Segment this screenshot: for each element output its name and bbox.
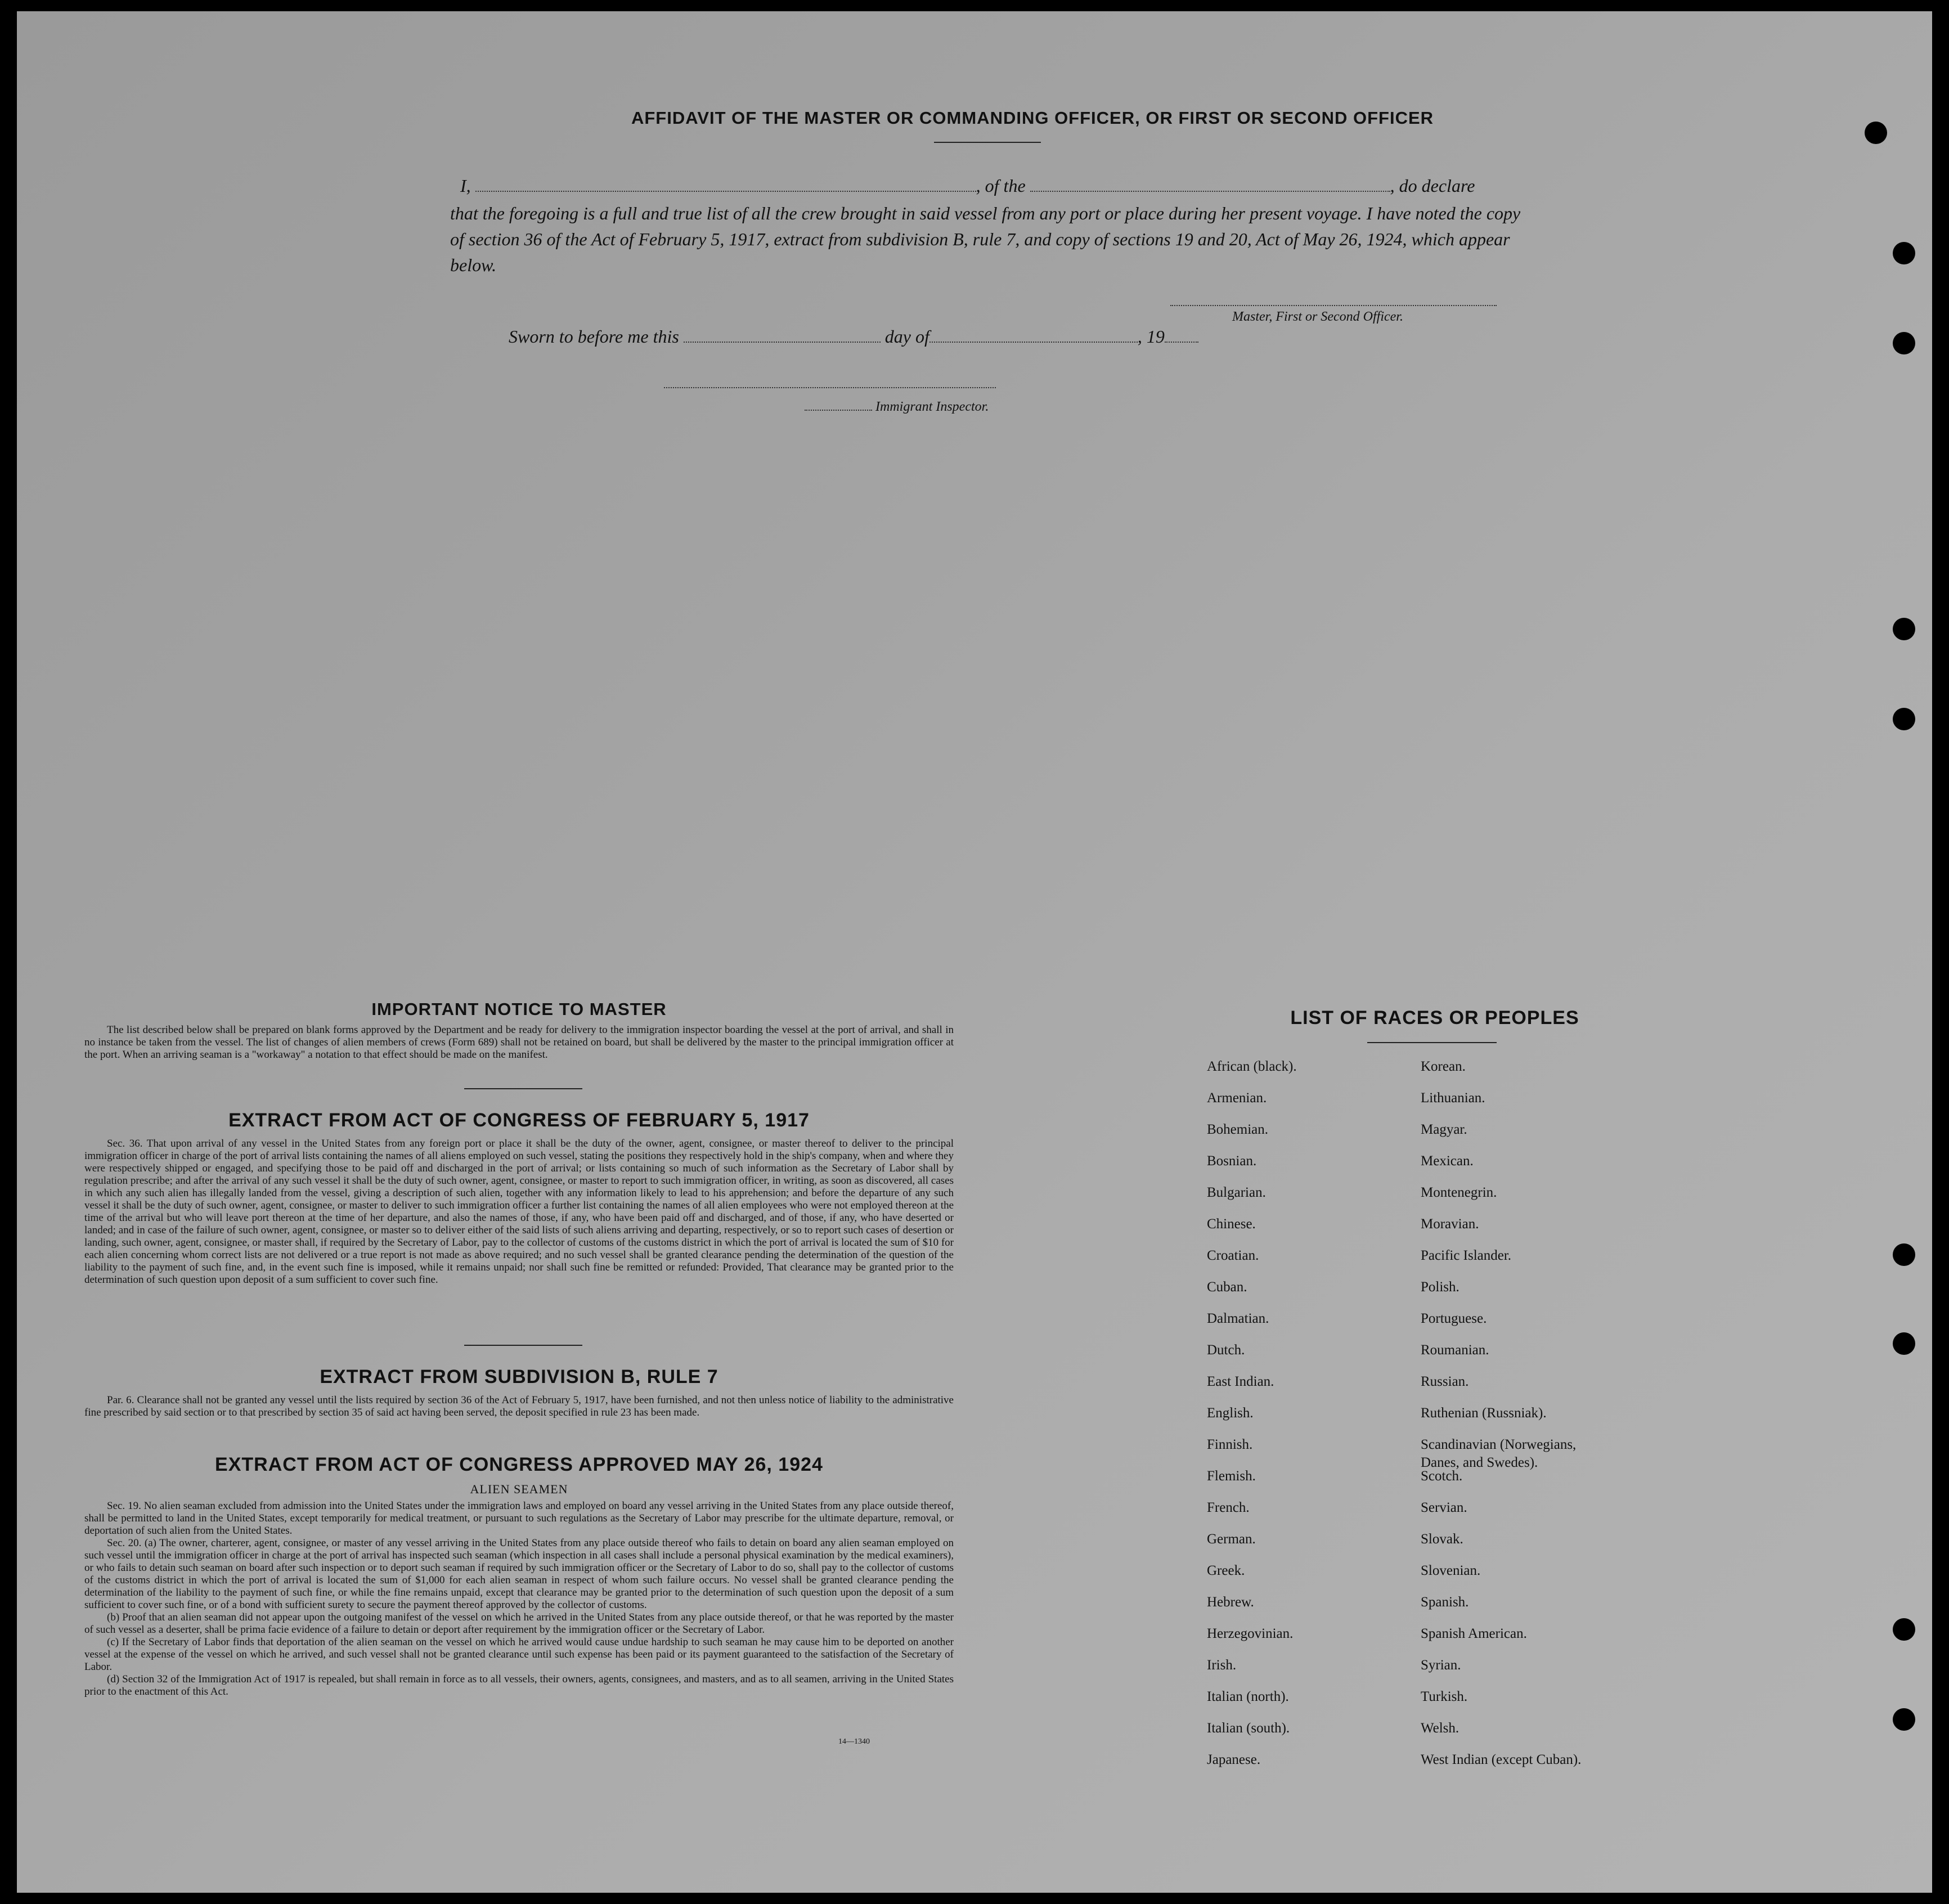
rule-7-text: Par. 6. Clearance shall not be granted any vessel until the lists required by section 36 of the Act of February 5, 1917, have been furnished, and not then unless notice of liability to the administrative fine prescribed by said section or to that prescribed by section 35 of said act having been served, the deposit specified in rule 23 has been made. bbox=[84, 1394, 954, 1418]
race-item: French. bbox=[1207, 1500, 1250, 1515]
extract-1917-title: EXTRACT FROM ACT OF CONGRESS OF FEBRUARY 5, 1917 bbox=[228, 1110, 810, 1131]
race-item: Scotch. bbox=[1421, 1469, 1463, 1484]
race-item: Polish. bbox=[1421, 1279, 1459, 1295]
race-item: Bosnian. bbox=[1207, 1153, 1257, 1169]
race-item: Pacific Islander. bbox=[1421, 1248, 1512, 1263]
notice-text: The list described below shall be prepared on blank forms approved by the Department and be ready for delivery to the immigration inspector boarding the vessel at the port of arrival, and shall in no instance be taken from the vessel. The list of changes of alien members of crews (Form 689) shall not be retained on board, but shall be delivered by the master to the principal immigration officer at the port. When an arriving seaman is a "workaway" a notation to that effect should be made on the manifest. bbox=[84, 1024, 954, 1061]
sworn-label: Sworn to before me this bbox=[509, 326, 679, 347]
binder-hole bbox=[1865, 122, 1887, 144]
race-item: Welsh. bbox=[1421, 1721, 1459, 1736]
sworn-line bbox=[509, 326, 1198, 347]
race-item: Italian (north). bbox=[1207, 1689, 1289, 1704]
declarant-label: I, bbox=[460, 176, 471, 196]
race-item: Magyar. bbox=[1421, 1122, 1467, 1137]
inspector-signature-line[interactable] bbox=[664, 387, 996, 388]
race-item: Spanish American. bbox=[1421, 1626, 1527, 1641]
race-item: German. bbox=[1207, 1532, 1256, 1547]
race-item: Cuban. bbox=[1207, 1279, 1247, 1295]
race-item: Scandinavian (Norwegians, bbox=[1421, 1437, 1577, 1452]
sworn-month-field[interactable] bbox=[929, 327, 1138, 343]
year-label: , 19 bbox=[1137, 326, 1165, 347]
declaration-line bbox=[460, 176, 1475, 196]
race-item: Syrian. bbox=[1421, 1658, 1461, 1673]
rule-7-title: EXTRACT FROM SUBDIVISION B, RULE 7 bbox=[320, 1366, 718, 1387]
declarant-name-field[interactable] bbox=[475, 176, 976, 192]
form-number: 14—1340 bbox=[838, 1737, 870, 1746]
binder-hole bbox=[1893, 1332, 1915, 1355]
race-item: Dutch. bbox=[1207, 1342, 1245, 1358]
do-declare-label: , do declare bbox=[1390, 176, 1475, 196]
race-item: Roumanian. bbox=[1421, 1342, 1489, 1358]
race-item: Greek. bbox=[1207, 1563, 1245, 1578]
section-rule bbox=[464, 1088, 582, 1089]
race-item: Bohemian. bbox=[1207, 1122, 1269, 1137]
extract-1917-text: Sec. 36. That upon arrival of any vessel in the United States from any foreign port or place it shall be the duty of the owner, agent, consignee, or master thereof to deliver to the principal immigration officer in charge of the port of arrival lists containing the names of all aliens employed on such vessel, stating the positions they respectively hold in the ship's company, when and where they were respectively shipped or engaged, and specifying those to be paid off and discharged in the port of arrival; or lists containing so much of such information as the Secretary of Labor shall by regulation prescribe; and after the arrival of any such vessel it shall be the duty of such owner, agent, consignee, or master to report to such immigration officer, in writing, as soon as discovered, all cases in which any such alien has illegally landed from the vessel, giving a description of such alien, together with any information likely to lead to his apprehension; and before the departure of any such vessel it shall be the duty of such owner, agent, consignee, or master to deliver to such immigration officer a further list containing the names of all alien employees who were not employed thereon at the time of the arrival but who will leave port thereon at the time of her departure, and also the names of those, if any, who have been paid off and discharged, and of those, if any, who have deserted or landed; and in case of the failure of such owner, agent, consignee, or master so to deliver either of the said lists of such aliens arriving and departing, respectively, or so to report such cases of desertion or landing, such owner, agent, consignee, or master shall, if required by the Secretary of Labor, pay to the collector of customs of the customs district in which the port of arrival is located the sum of $10 for each alien concerning whom correct lists are not delivered or a true report is not made as above required; and no such vessel shall be granted clearance pending the determination of the question of the liability to the payment of such fine, and, in the event such fine is imposed, while it remains unpaid; nor shall such fine be remitted or refunded: Provided, That clearance may be granted prior to the determination of such question upon deposit of a sum sufficient to cover such fine. bbox=[84, 1138, 954, 1286]
declaration-body: that the foregoing is a full and true list of all the crew brought in said vessel from any port or place during her present voyage. I have noted the copy of section 36 of the Act of February 5, 1917, extract from subdivision B, rule 7, and copy of sections 19 and 20, Act of May 26, 1924, which appear below. bbox=[450, 203, 1521, 275]
race-item: Slovenian. bbox=[1421, 1563, 1481, 1578]
races-continuation: Danes, and Swedes). bbox=[1421, 1455, 1538, 1470]
race-item: Turkish. bbox=[1421, 1689, 1468, 1704]
sworn-date-field[interactable] bbox=[684, 327, 881, 343]
binder-hole bbox=[1893, 1708, 1915, 1731]
alien-seamen-subtitle: ALIEN SEAMEN bbox=[470, 1482, 568, 1496]
race-item: Italian (south). bbox=[1207, 1721, 1290, 1736]
race-item: Korean. bbox=[1421, 1059, 1466, 1074]
race-item: West Indian (except Cuban). bbox=[1421, 1752, 1582, 1767]
affidavit-title: AFFIDAVIT OF THE MASTER OR COMMANDING OFFICER, OR FIRST OR SECOND OFFICER bbox=[631, 108, 1434, 128]
inspector-label: Immigrant Inspector. bbox=[805, 399, 989, 415]
binder-hole bbox=[1893, 1243, 1915, 1266]
races-title: LIST OF RACES OR PEOPLES bbox=[1290, 1007, 1579, 1029]
race-item: African (black). bbox=[1207, 1059, 1297, 1074]
race-item: English. bbox=[1207, 1405, 1254, 1421]
race-item: Dalmatian. bbox=[1207, 1311, 1269, 1326]
race-item: Chinese. bbox=[1207, 1216, 1256, 1232]
day-of-label: day of bbox=[884, 326, 929, 347]
race-item: Herzegovinian. bbox=[1207, 1626, 1294, 1641]
race-item: Moravian. bbox=[1421, 1216, 1479, 1232]
race-item: Ruthenian (Russniak). bbox=[1421, 1405, 1547, 1421]
race-item: Flemish. bbox=[1207, 1469, 1256, 1484]
binder-hole bbox=[1893, 1618, 1915, 1641]
vessel-name-field[interactable] bbox=[1030, 176, 1390, 192]
signature-line[interactable] bbox=[1170, 305, 1497, 306]
of-the-label: , of the bbox=[976, 176, 1026, 196]
race-item: Bulgarian. bbox=[1207, 1185, 1266, 1200]
race-item: Irish. bbox=[1207, 1658, 1237, 1673]
extract-1924-title: EXTRACT FROM ACT OF CONGRESS APPROVED MAY 26, 1924 bbox=[215, 1454, 823, 1475]
race-item: Mexican. bbox=[1421, 1153, 1474, 1169]
race-item: Armenian. bbox=[1207, 1090, 1267, 1106]
race-item: Croatian. bbox=[1207, 1248, 1259, 1263]
race-item: Lithuanian. bbox=[1421, 1090, 1485, 1106]
document-page bbox=[17, 11, 1932, 1893]
notice-title: IMPORTANT NOTICE TO MASTER bbox=[371, 999, 667, 1019]
binder-hole bbox=[1893, 708, 1915, 730]
extract-1924-text: Sec. 19. No alien seaman excluded from admission into the United States under the immigration laws and employed on board any vessel arriving in the United States from any place outside thereof, shall be permitted to land in the United States, except temporarily for medical treatment, or pursuant to such regulations as the Secretary of Labor may prescribe for the ultimate departure, removal, or deportation of such alien from the United States. Sec. 20. (a) The owner, charterer, agent, consignee, or master of any vessel arriving in the United States from any place outside thereof who fails to detain on board any alien seaman employed on such vessel until the immigration officer in charge at the port of arrival has inspected such seaman (which inspection in all cases shall include a personal physical examination by the medical examiners), or who fails to detain such seaman on board after such inspection or to deport such seaman if required by such immigration officer or the Secretary of Labor to do so, shall pay to the collector of customs of the customs district in which the port of arrival is located the sum of $1,000 for each alien seaman in respect of whom such failure occurs. No vessel shall be granted clearance pending the determination of the liability to the payment of such fine, or while the fine remains unpaid, except that clearance may be granted prior to the determination of such question upon the deposit of a sum sufficient to cover such fine, or of a bond with sufficient surety to secure the payment thereof approved by the collector of customs. (b) Proof that an alien seaman did not appear upon the outgoing manifest of the vessel on which he arrived in the United States from any place outside thereof, or that he was reported by the master of such vessel as a deserter, shall be prima facie evidence of a failure to detain or deport after requirement by the immigration officer or the Secretary of Labor. (c) If the Secretary of Labor finds that deportation of the alien seaman on the vessel on which he arrived would cause undue hardship to such seaman he may cause him to be deported on another vessel at the expense of the vessel on which he arrived, and such vessel shall not be granted clearance until such expense has been paid or its payment guaranteed to the satisfaction of the Secretary of Labor. (d) Section 32 of the Immigration Act of 1917 is repealed, but shall remain in force as to all vessels, their owners, agents, consignees, and masters, and as to all seamen, arriving in the United States prior to the enactment of this Act. bbox=[84, 1500, 954, 1698]
race-item: Portuguese. bbox=[1421, 1311, 1487, 1326]
binder-hole bbox=[1893, 618, 1915, 640]
sworn-year-field[interactable] bbox=[1165, 327, 1198, 343]
race-item: Hebrew. bbox=[1207, 1595, 1254, 1610]
race-item: Montenegrin. bbox=[1421, 1185, 1497, 1200]
title-rule bbox=[1367, 1042, 1497, 1043]
race-item: Spanish. bbox=[1421, 1595, 1469, 1610]
race-item: Russian. bbox=[1421, 1374, 1469, 1389]
race-item: Finnish. bbox=[1207, 1437, 1253, 1452]
binder-hole bbox=[1893, 242, 1915, 264]
section-rule bbox=[464, 1345, 582, 1346]
race-item: Servian. bbox=[1421, 1500, 1467, 1515]
binder-hole bbox=[1893, 332, 1915, 354]
race-item: Japanese. bbox=[1207, 1752, 1261, 1767]
signature-label: Master, First or Second Officer. bbox=[1232, 309, 1403, 324]
title-rule bbox=[934, 142, 1041, 143]
race-item: Slovak. bbox=[1421, 1532, 1463, 1547]
race-item: East Indian. bbox=[1207, 1374, 1274, 1389]
